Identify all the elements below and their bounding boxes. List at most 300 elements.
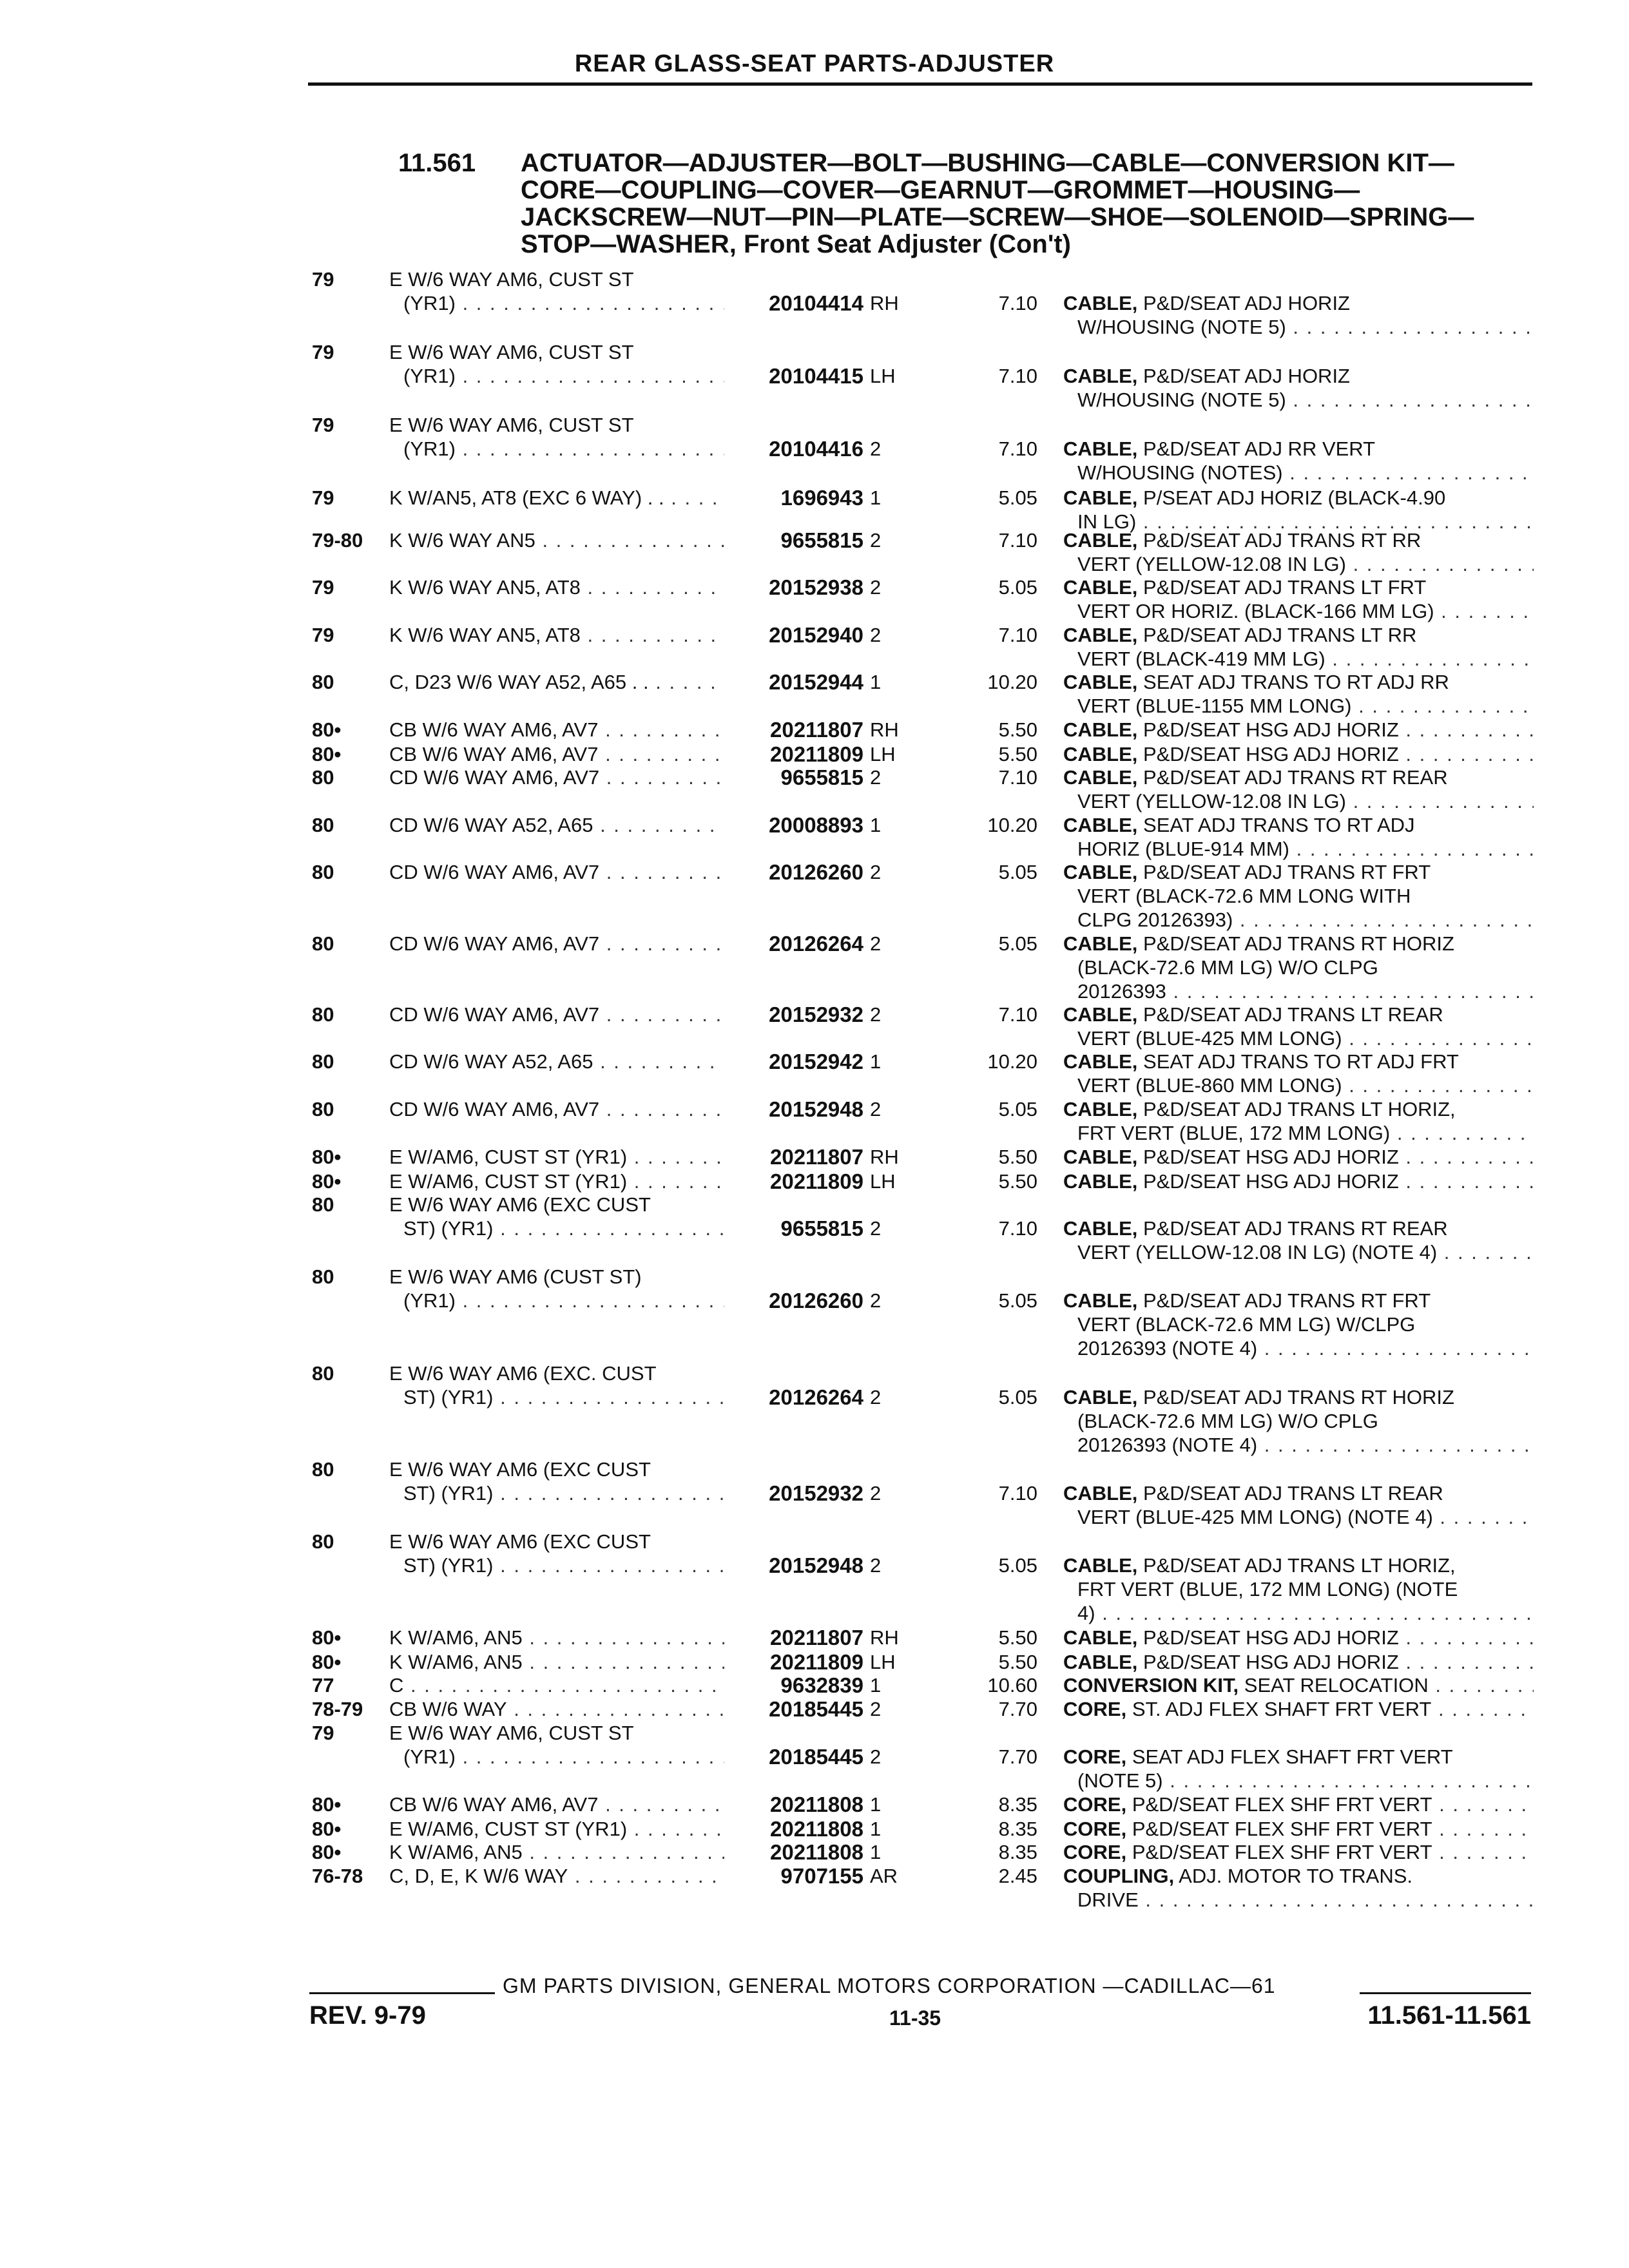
quantity: 1 xyxy=(870,814,882,836)
part-name-line: VERT (BLACK-72.6 MM LONG WITH xyxy=(1077,885,1411,907)
part-name-detail: SEAT ADJ FLEX SHAFT FRT VERT xyxy=(1132,1745,1453,1768)
quantity: LH xyxy=(870,1651,896,1673)
part-name-line: 20126393 (NOTE 4) . . . xyxy=(1063,1433,1534,1457)
part-name xyxy=(1063,670,1534,718)
part-number: 20211808 xyxy=(769,1817,863,1841)
part-name-noun: CABLE, xyxy=(1063,365,1138,387)
description-line: CB W/6 WAY AM6, AV7 . . . xyxy=(389,1792,724,1816)
part-name-noun: CORE, xyxy=(1063,1698,1127,1720)
description-line: E W/AM6, CUST ST (YR1) . . . xyxy=(389,1169,724,1193)
model-year: 79 xyxy=(312,341,334,363)
part-name-line xyxy=(1063,1840,1534,1864)
price: 10.20 xyxy=(987,1050,1037,1073)
application-description xyxy=(389,1840,724,1864)
description-line: ST) (YR1) . . . xyxy=(389,1553,724,1577)
price: 7.10 xyxy=(998,766,1037,789)
part-name-detail: P&D/SEAT ADJ TRANS LT FRT xyxy=(1143,576,1427,599)
model-year: 79-80 xyxy=(312,529,363,552)
part-name-line: W/HOUSING (NOTE 5) . . . xyxy=(1063,315,1534,339)
part-name xyxy=(1063,1216,1534,1264)
part-name xyxy=(1063,1792,1534,1816)
part-name-line xyxy=(1063,1050,1534,1073)
part-name-line xyxy=(1063,1481,1534,1505)
part-number: 20152948 xyxy=(769,1553,863,1577)
quantity: 2 xyxy=(870,1745,882,1768)
quantity: 2 xyxy=(870,1003,882,1026)
model-year: 80• xyxy=(312,1626,342,1649)
part-number: 20152938 xyxy=(769,575,863,599)
part-name-noun: CABLE, xyxy=(1063,932,1138,955)
part-name-noun: CABLE, xyxy=(1063,1217,1138,1240)
price: 5.50 xyxy=(998,1170,1037,1193)
part-name xyxy=(1063,1745,1534,1792)
model-year: 79 xyxy=(312,624,334,646)
part-name-line xyxy=(1063,1553,1534,1577)
part-name-line xyxy=(1063,742,1534,766)
part-name-detail: P&D/SEAT ADJ TRANS LT REAR xyxy=(1143,1482,1443,1504)
price: 8.35 xyxy=(998,1818,1037,1840)
description-line: CD W/6 WAY A52, A65 . . . xyxy=(389,813,724,837)
model-year: 80 xyxy=(312,1193,334,1216)
model-year: 80• xyxy=(312,1793,342,1816)
part-number: 9707155 xyxy=(780,1864,863,1888)
part-name xyxy=(1063,1145,1534,1169)
part-name-noun: CABLE, xyxy=(1063,718,1138,741)
part-name-line xyxy=(1063,860,1534,884)
model-year: 79 xyxy=(312,268,334,291)
quantity: 2 xyxy=(870,1554,882,1577)
part-name-line xyxy=(1063,765,1534,789)
part-name-line xyxy=(1063,1697,1534,1721)
part-name xyxy=(1063,1673,1534,1697)
part-name-detail: P&D/SEAT HSG ADJ HORIZ xyxy=(1143,1626,1399,1649)
footer-rule xyxy=(1360,1992,1531,1994)
part-name-noun: CABLE, xyxy=(1063,1386,1138,1408)
description-line: C . . . xyxy=(389,1673,724,1697)
part-number: 20126260 xyxy=(769,1289,863,1312)
part-name-detail: P&D/SEAT HSG ADJ HORIZ xyxy=(1143,718,1399,741)
quantity: 2 xyxy=(870,766,882,789)
part-name-line xyxy=(1063,291,1534,315)
part-name-detail: P&D/SEAT ADJ TRANS RT REAR xyxy=(1143,766,1448,789)
part-name-detail: P&D/SEAT ADJ TRANS RT RR xyxy=(1143,529,1422,552)
part-name-detail: P&D/SEAT HSG ADJ HORIZ xyxy=(1143,1170,1399,1193)
application-description xyxy=(389,1169,724,1193)
part-name-detail: P&D/SEAT ADJ TRANS LT RR xyxy=(1143,624,1417,646)
part-name-detail: SEAT ADJ TRANS TO RT ADJ xyxy=(1143,814,1415,836)
part-name-noun: CABLE, xyxy=(1063,1626,1138,1649)
section-title-line: ACTUATOR—ADJUSTER—BOLT—BUSHING—CABLE—CONVERSION KIT— xyxy=(521,149,1454,177)
description-line: CD W/6 WAY AM6, AV7 . . . xyxy=(389,1097,724,1121)
part-name-line xyxy=(1063,1169,1534,1193)
application-description xyxy=(389,267,724,315)
part-name xyxy=(1063,1385,1534,1457)
part-name-line xyxy=(1063,718,1534,742)
description-line: ST) (YR1) . . . xyxy=(389,1385,724,1409)
price: 5.50 xyxy=(998,1651,1037,1673)
part-name-detail: P&D/SEAT HSG ADJ HORIZ xyxy=(1143,1651,1399,1673)
application-description xyxy=(389,575,724,599)
description-line: E W/6 WAY AM6 (EXC CUST xyxy=(389,1458,651,1481)
price: 7.10 xyxy=(998,529,1037,552)
part-name-noun: CABLE, xyxy=(1063,624,1138,646)
part-name-detail: P&D/SEAT ADJ TRANS LT HORIZ, xyxy=(1143,1554,1456,1577)
model-year: 80 xyxy=(312,814,334,836)
model-year: 80 xyxy=(312,1265,334,1288)
part-name-detail: ADJ. MOTOR TO TRANS. xyxy=(1179,1865,1413,1887)
part-number: 20211807 xyxy=(769,1626,863,1649)
part-number: 20211808 xyxy=(769,1792,863,1816)
part-number: 20211809 xyxy=(769,1169,863,1193)
part-name-detail: SEAT RELOCATION xyxy=(1244,1674,1429,1696)
price: 7.10 xyxy=(998,624,1037,646)
model-year: 80• xyxy=(312,1146,342,1168)
part-name-noun: CABLE, xyxy=(1063,1482,1138,1504)
part-name-line xyxy=(1063,1792,1534,1816)
description-line: CD W/6 WAY AM6, AV7 . . . xyxy=(389,765,724,789)
part-name-noun: CABLE, xyxy=(1063,1003,1138,1026)
part-name-line xyxy=(1063,1650,1534,1674)
application-description xyxy=(389,528,724,552)
footer-rule xyxy=(309,1992,495,1994)
price: 7.70 xyxy=(998,1698,1037,1720)
quantity: 2 xyxy=(870,1217,882,1240)
price: 5.05 xyxy=(998,932,1037,955)
quantity: AR xyxy=(870,1865,898,1887)
application-description xyxy=(389,765,724,789)
part-name xyxy=(1063,742,1534,766)
part-name xyxy=(1063,1626,1534,1649)
part-name-line: FRT VERT (BLUE, 172 MM LONG) (NOTE xyxy=(1077,1578,1458,1600)
section-number: 11.561 xyxy=(398,149,476,177)
part-name-line: W/HOUSING (NOTES) . . . xyxy=(1063,461,1534,485)
part-number: 20152944 xyxy=(769,670,863,694)
page-title: REAR GLASS-SEAT PARTS-ADJUSTER xyxy=(574,50,1055,77)
part-name xyxy=(1063,765,1534,813)
part-name-noun: CABLE, xyxy=(1063,1146,1138,1168)
description-line: E W/AM6, CUST ST (YR1) . . . xyxy=(389,1817,724,1841)
quantity: LH xyxy=(870,743,896,765)
part-name xyxy=(1063,860,1534,932)
application-description xyxy=(389,1050,724,1073)
part-number: 20104416 xyxy=(769,437,863,461)
application-description xyxy=(389,1457,724,1505)
part-name-detail: P&D/SEAT HSG ADJ HORIZ xyxy=(1143,743,1399,765)
model-year: 80 xyxy=(312,932,334,955)
price: 5.05 xyxy=(998,1386,1037,1408)
model-year: 80 xyxy=(312,1003,334,1026)
part-name xyxy=(1063,1481,1534,1529)
application-description xyxy=(389,340,724,388)
application-description xyxy=(389,670,724,694)
description-line: K W/AM6, AN5 . . . xyxy=(389,1626,724,1649)
part-name-line: IN LG) . . . xyxy=(1063,510,1534,533)
quantity: 2 xyxy=(870,437,882,460)
part-number: 20152940 xyxy=(769,623,863,647)
description-line: K W/6 WAY AN5 . . . xyxy=(389,528,724,552)
price: 5.05 xyxy=(998,1098,1037,1120)
part-name-line xyxy=(1063,528,1534,552)
quantity: 2 xyxy=(870,932,882,955)
part-name-noun: CORE, xyxy=(1063,1841,1127,1863)
part-name-line: FRT VERT (BLUE, 172 MM LONG) . . . xyxy=(1063,1121,1534,1145)
section-title-line: STOP—WASHER, Front Seat Adjuster (Con't) xyxy=(521,230,1071,258)
part-name xyxy=(1063,813,1534,861)
quantity: RH xyxy=(870,1626,899,1649)
part-name-line xyxy=(1063,1864,1534,1888)
part-name-noun: CABLE, xyxy=(1063,1050,1138,1073)
quantity: 2 xyxy=(870,529,882,552)
part-name xyxy=(1063,1289,1534,1360)
part-name-noun: CORE, xyxy=(1063,1745,1127,1768)
price: 2.45 xyxy=(998,1865,1037,1887)
description-line: E W/6 WAY AM6 (EXC CUST xyxy=(389,1193,651,1216)
part-name-noun: CABLE, xyxy=(1063,529,1138,552)
application-description xyxy=(389,1361,724,1409)
part-name-line: W/HOUSING (NOTE 5) . . . xyxy=(1063,388,1534,412)
part-number: 20211809 xyxy=(769,742,863,766)
part-name xyxy=(1063,1864,1534,1912)
part-name-line: DRIVE . . . xyxy=(1063,1888,1534,1912)
part-name-line: 20126393 (NOTE 4) . . . xyxy=(1063,1336,1534,1360)
part-name-noun: CABLE, xyxy=(1063,437,1138,460)
part-name-line xyxy=(1063,1003,1534,1026)
price: 5.05 xyxy=(998,1289,1037,1312)
part-name-detail: P&D/SEAT ADJ TRANS RT FRT xyxy=(1143,861,1431,883)
part-name-line xyxy=(1063,1385,1534,1409)
part-name-line: VERT (YELLOW-12.08 IN LG) . . . xyxy=(1063,789,1534,813)
price: 7.10 xyxy=(998,365,1037,387)
part-name-noun: COUPLING, xyxy=(1063,1865,1175,1887)
part-name-detail: P&D/SEAT FLEX SHF FRT VERT xyxy=(1132,1818,1432,1840)
part-name-noun: CABLE, xyxy=(1063,1289,1138,1312)
part-name xyxy=(1063,1003,1534,1050)
price: 7.10 xyxy=(998,292,1037,314)
quantity: 2 xyxy=(870,1698,882,1720)
part-name xyxy=(1063,1697,1534,1721)
part-name-detail: P&D/SEAT ADJ HORIZ xyxy=(1143,292,1350,314)
description-line: ST) (YR1) . . . xyxy=(389,1216,724,1240)
part-name-line xyxy=(1063,932,1534,956)
price: 5.50 xyxy=(998,1626,1037,1649)
part-name-noun: CABLE, xyxy=(1063,1170,1138,1193)
part-name-line: HORIZ (BLUE-914 MM) . . . xyxy=(1063,837,1534,861)
part-name-line: VERT (YELLOW-12.08 IN LG) . . . xyxy=(1063,552,1534,576)
application-description xyxy=(389,1530,724,1577)
part-name-line: 20126393 . . . xyxy=(1063,979,1534,1003)
part-name-detail: P/SEAT ADJ HORIZ (BLACK-4.90 xyxy=(1143,486,1446,509)
part-name-line: 4) . . . xyxy=(1063,1601,1534,1625)
part-number: 20126260 xyxy=(769,860,863,884)
model-year: 79 xyxy=(312,576,334,599)
quantity: 2 xyxy=(870,1098,882,1120)
quantity: 1 xyxy=(870,486,882,509)
application-description xyxy=(389,860,724,884)
part-name xyxy=(1063,528,1534,576)
part-name-detail: P&D/SEAT ADJ TRANS RT HORIZ xyxy=(1143,1386,1454,1408)
quantity: 1 xyxy=(870,1050,882,1073)
model-year: 79 xyxy=(312,1722,334,1744)
part-name-noun: CABLE, xyxy=(1063,743,1138,765)
price: 10.20 xyxy=(987,671,1037,693)
part-name-line xyxy=(1063,1817,1534,1841)
part-number: 20008893 xyxy=(769,813,863,837)
description-line: CD W/6 WAY AM6, AV7 . . . xyxy=(389,932,724,956)
part-name-noun: CABLE, xyxy=(1063,292,1138,314)
model-year: 80 xyxy=(312,1458,334,1481)
application-description xyxy=(389,623,724,647)
part-number: 20185445 xyxy=(769,1697,863,1721)
application-description xyxy=(389,1193,724,1240)
model-year: 80 xyxy=(312,766,334,789)
part-name-detail: P&D/SEAT ADJ TRANS RT REAR xyxy=(1143,1217,1448,1240)
description-line: K W/AN5, AT8 (EXC 6 WAY) . . . . . xyxy=(389,486,724,510)
model-year: 80• xyxy=(312,1170,342,1193)
application-description xyxy=(389,1864,724,1888)
application-description xyxy=(389,1265,724,1312)
description-line: K W/6 WAY AN5, AT8 . . . xyxy=(389,623,724,647)
part-name-line xyxy=(1063,437,1534,461)
description-line: K W/6 WAY AN5, AT8 . . . xyxy=(389,575,724,599)
description-line: CD W/6 WAY AM6, AV7 . . . xyxy=(389,1003,724,1026)
part-number: 20152948 xyxy=(769,1097,863,1121)
section-title-line: CORE—COUPLING—COVER—GEARNUT—GROMMET—HOUSING— xyxy=(521,176,1360,204)
footer-publisher: GM PARTS DIVISION, GENERAL MOTORS CORPORATION —CADILLAC—61 xyxy=(503,1974,1276,1997)
part-name-detail: P&D/SEAT ADJ HORIZ xyxy=(1143,365,1350,387)
part-name-line xyxy=(1063,1097,1534,1121)
part-name-detail: ST. ADJ FLEX SHAFT FRT VERT xyxy=(1132,1698,1432,1720)
model-year: 79 xyxy=(312,486,334,509)
description-line: K W/AM6, AN5 . . . xyxy=(389,1650,724,1674)
part-name xyxy=(1063,1097,1534,1145)
part-number: 20211809 xyxy=(769,1650,863,1674)
quantity: 1 xyxy=(870,1818,882,1840)
quantity: 1 xyxy=(870,671,882,693)
quantity: 1 xyxy=(870,1793,882,1816)
footer-revision: REV. 9-79 xyxy=(309,2001,426,2030)
part-name-line: VERT (BLACK-72.6 MM LG) W/CLPG xyxy=(1077,1313,1416,1336)
part-name-detail: P&D/SEAT ADJ TRANS LT REAR xyxy=(1143,1003,1443,1026)
model-year: 80• xyxy=(312,1818,342,1840)
model-year: 79 xyxy=(312,414,334,436)
description-line: E W/AM6, CUST ST (YR1) . . . xyxy=(389,1145,724,1169)
model-year: 80• xyxy=(312,718,342,741)
application-description xyxy=(389,1626,724,1649)
description-line: CB W/6 WAY AM6, AV7 . . . xyxy=(389,742,724,766)
model-year: 80• xyxy=(312,1841,342,1863)
part-name-detail: P&D/SEAT FLEX SHF FRT VERT xyxy=(1132,1841,1432,1863)
quantity: 2 xyxy=(870,624,882,646)
description-line: C, D, E, K W/6 WAY . . . xyxy=(389,1864,724,1888)
application-description xyxy=(389,813,724,837)
description-line: (YR1) . . . xyxy=(389,437,724,461)
part-number: 20211808 xyxy=(769,1840,863,1864)
part-name-noun: CABLE, xyxy=(1063,1554,1138,1577)
part-name-noun: CABLE, xyxy=(1063,1651,1138,1673)
part-name-detail: P&D/SEAT HSG ADJ HORIZ xyxy=(1143,1146,1399,1168)
price: 10.20 xyxy=(987,814,1037,836)
part-name-noun: CABLE, xyxy=(1063,766,1138,789)
quantity: RH xyxy=(870,292,899,314)
part-number: 20211807 xyxy=(769,718,863,742)
application-description xyxy=(389,932,724,956)
part-name-noun: CONVERSION KIT, xyxy=(1063,1674,1239,1696)
part-name xyxy=(1063,486,1534,533)
description-line: E W/6 WAY AM6, CUST ST xyxy=(389,414,634,436)
part-name-noun: CABLE, xyxy=(1063,486,1138,509)
description-line: E W/6 WAY AM6 (EXC. CUST xyxy=(389,1362,657,1385)
footer-page-number: 11-35 xyxy=(889,2006,941,2030)
part-name-line xyxy=(1063,670,1534,694)
description-line: (YR1) . . . xyxy=(389,291,724,315)
part-name-noun: CORE, xyxy=(1063,1793,1127,1816)
description-line: (YR1) . . . xyxy=(389,1289,724,1312)
price: 5.05 xyxy=(998,486,1037,509)
quantity: LH xyxy=(870,365,896,387)
part-name xyxy=(1063,623,1534,671)
part-name xyxy=(1063,1050,1534,1097)
part-name-detail: P&D/SEAT ADJ RR VERT xyxy=(1143,437,1376,460)
model-year: 76-78 xyxy=(312,1865,363,1887)
part-name-detail: P&D/SEAT ADJ TRANS LT HORIZ, xyxy=(1143,1098,1456,1120)
description-line: CB W/6 WAY AM6, AV7 . . . xyxy=(389,718,724,742)
model-year: 80 xyxy=(312,1098,334,1120)
part-number: 20152932 xyxy=(769,1481,863,1505)
part-name-line xyxy=(1063,486,1534,510)
application-description xyxy=(389,1817,724,1841)
description-line: E W/6 WAY AM6, CUST ST xyxy=(389,268,634,291)
description-line: E W/6 WAY AM6, CUST ST xyxy=(389,341,634,363)
part-number: 20126264 xyxy=(769,1385,863,1409)
part-number: 9655815 xyxy=(780,765,863,789)
part-number: 20152932 xyxy=(769,1003,863,1026)
part-name-noun: CABLE, xyxy=(1063,576,1138,599)
description-line: CD W/6 WAY AM6, AV7 . . . xyxy=(389,860,724,884)
description-line: E W/6 WAY AM6 (CUST ST) xyxy=(389,1265,642,1288)
part-name xyxy=(1063,1817,1534,1841)
quantity: RH xyxy=(870,1146,899,1168)
quantity: 2 xyxy=(870,861,882,883)
part-number: 20185445 xyxy=(769,1745,863,1769)
quantity: RH xyxy=(870,718,899,741)
part-name xyxy=(1063,437,1534,485)
application-description xyxy=(389,1097,724,1121)
part-name-line: VERT (BLUE-1155 MM LONG) . . . xyxy=(1063,694,1534,718)
model-year: 80 xyxy=(312,861,334,883)
model-year: 80• xyxy=(312,1651,342,1673)
model-year: 80• xyxy=(312,743,342,765)
price: 8.35 xyxy=(998,1793,1037,1816)
part-number: 20211807 xyxy=(769,1145,863,1169)
price: 5.50 xyxy=(998,718,1037,741)
part-name-detail: P&D/SEAT ADJ TRANS RT FRT xyxy=(1143,1289,1431,1312)
part-name-line: VERT (BLACK-419 MM LG) . . . xyxy=(1063,647,1534,671)
part-name xyxy=(1063,291,1534,339)
part-number: 9632839 xyxy=(780,1673,863,1697)
quantity: 1 xyxy=(870,1674,882,1696)
part-name-line: VERT OR HORIZ. (BLACK-166 MM LG) . . . xyxy=(1063,599,1534,623)
price: 5.05 xyxy=(998,861,1037,883)
quantity: 1 xyxy=(870,1841,882,1863)
part-number: 20104415 xyxy=(769,364,863,388)
part-name-line: VERT (YELLOW-12.08 IN LG) (NOTE 4) . . . xyxy=(1063,1240,1534,1264)
part-name xyxy=(1063,1169,1534,1193)
price: 5.05 xyxy=(998,1554,1037,1577)
quantity: 2 xyxy=(870,1386,882,1408)
part-name-line: (NOTE 5) . . . xyxy=(1063,1769,1534,1792)
application-description xyxy=(389,1003,724,1026)
description-line: C, D23 W/6 WAY A52, A65 . . . . . xyxy=(389,670,724,694)
